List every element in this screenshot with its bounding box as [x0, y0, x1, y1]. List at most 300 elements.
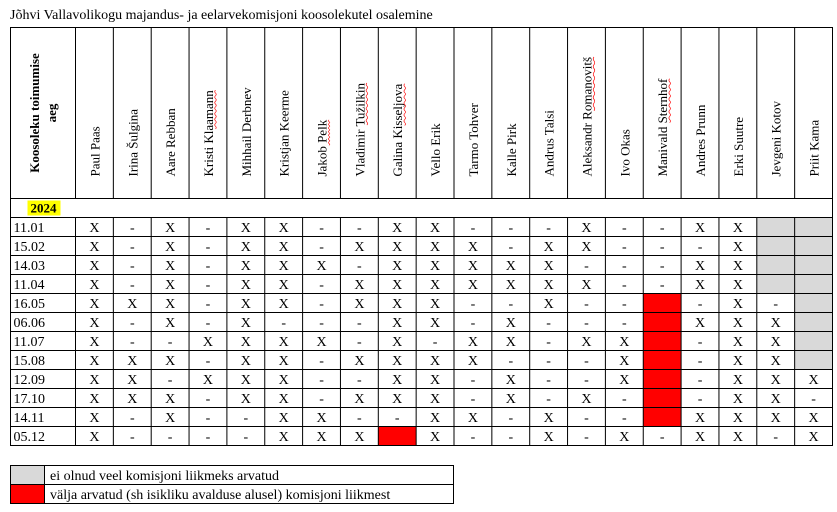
cell-attended: X	[543, 430, 554, 445]
cell-absent: -	[243, 430, 249, 445]
member-name: Kristi Klaamann	[200, 90, 216, 177]
cell-attended: X	[278, 278, 289, 293]
cell-absent: -	[697, 240, 703, 255]
cell-not-yet-member	[757, 237, 795, 256]
cell-attended: X	[240, 335, 251, 350]
cell-attended: X	[543, 278, 554, 293]
cell-attended: X	[392, 354, 403, 369]
cell-attended: X	[165, 259, 176, 274]
cell-attended: X	[543, 259, 554, 274]
cell-attended: X	[619, 430, 630, 445]
cell-attended: X	[430, 411, 441, 426]
member-name: Andres Prunn	[693, 104, 709, 177]
cell-absent: -	[243, 411, 249, 426]
cell-attended: X	[240, 240, 251, 255]
cell-attended: X	[467, 411, 478, 426]
cell-attended: X	[505, 392, 516, 407]
cell-attended: X	[354, 430, 365, 445]
cell-attended: X	[392, 221, 403, 236]
cell-attended: X	[467, 278, 478, 293]
member-name: Galina Kisseljova	[390, 83, 406, 177]
cell-absent: -	[546, 335, 551, 350]
cell-attended: X	[278, 297, 289, 312]
cell-attended: X	[694, 278, 706, 293]
cell-absent: -	[546, 373, 551, 388]
cell-absent: -	[129, 221, 135, 236]
cell-attended: X	[808, 430, 819, 445]
cell-attended: X	[694, 316, 706, 331]
cell-removed-member	[643, 351, 681, 370]
row-date: 06.06	[13, 316, 45, 331]
member-name: Erki Suutre	[730, 116, 746, 177]
cell-absent: -	[281, 316, 287, 331]
cell-absent: -	[697, 354, 703, 369]
cell-attended: X	[581, 335, 592, 350]
cell-attended: X	[165, 354, 176, 369]
member-header	[466, 102, 481, 176]
cell-attended: X	[202, 335, 214, 350]
cell-absent: -	[621, 221, 627, 236]
member-header	[87, 126, 102, 176]
cell-attended: X	[505, 278, 516, 293]
member-header	[579, 57, 594, 177]
row-date: 14.11	[13, 411, 45, 426]
cell-attended: X	[770, 411, 781, 426]
date-column-header: Koosoleku toimumise aeg	[27, 53, 59, 173]
row-date: 11.04	[13, 278, 45, 293]
cell-absent: -	[470, 297, 476, 312]
member-name: Jevgeni Kotov	[768, 101, 784, 177]
cell-absent: -	[659, 430, 665, 445]
cell-attended: X	[732, 373, 743, 388]
cell-attended: X	[467, 354, 478, 369]
cell-attended: X	[202, 373, 214, 388]
cell-absent: -	[205, 297, 211, 312]
cell-attended: X	[165, 297, 176, 312]
cell-absent: -	[773, 297, 779, 312]
cell-attended: X	[240, 373, 251, 388]
legend-swatch-gray	[11, 466, 45, 485]
cell-absent: -	[621, 392, 627, 407]
member-header	[277, 90, 292, 177]
cell-absent: -	[659, 221, 665, 236]
cell-absent: -	[205, 221, 211, 236]
row-date: 16.05	[13, 297, 45, 312]
cell-attended: X	[732, 240, 743, 255]
cell-absent: -	[205, 354, 211, 369]
cell-attended: X	[278, 392, 289, 407]
cell-attended: X	[430, 259, 441, 274]
cell-attended: X	[89, 259, 100, 274]
cell-removed-member	[643, 408, 681, 427]
cell-attended: X	[732, 430, 743, 445]
cell-absent: -	[621, 240, 627, 255]
cell-absent: -	[205, 259, 211, 274]
cell-attended: X	[505, 373, 516, 388]
cell-attended: X	[694, 259, 706, 274]
cell-absent: -	[129, 259, 135, 274]
cell-attended: X	[732, 354, 743, 369]
cell-attended: X	[316, 259, 327, 274]
cell-absent: -	[621, 259, 627, 274]
year-label: 2024	[30, 200, 57, 216]
cell-attended: X	[430, 278, 441, 293]
cell-attended: X	[392, 392, 403, 407]
member-header	[352, 82, 367, 176]
cell-absent: -	[319, 392, 324, 407]
member-name: Paul Paas	[87, 126, 103, 177]
cell-absent: -	[319, 297, 324, 312]
cell-absent: -	[584, 316, 589, 331]
cell-attended: X	[278, 354, 289, 369]
member-header	[201, 90, 216, 177]
cell-attended: X	[430, 430, 441, 445]
cell-absent: -	[357, 411, 362, 426]
member-name: Priit Kama	[806, 119, 822, 177]
cell-removed-member	[643, 313, 681, 332]
cell-attended: X	[770, 316, 781, 331]
member-header	[731, 117, 746, 177]
cell-absent: -	[129, 240, 135, 255]
cell-absent: -	[167, 373, 173, 388]
member-name: Vladimir Tužilkin	[352, 82, 368, 177]
cell-attended: X	[392, 297, 403, 312]
cell-attended: X	[240, 354, 251, 369]
cell-attended: X	[89, 297, 100, 312]
cell-absent: -	[470, 373, 476, 388]
cell-attended: X	[392, 335, 403, 350]
member-header	[769, 101, 784, 177]
cell-attended: X	[165, 240, 176, 255]
cell-attended: X	[732, 392, 743, 407]
cell-attended: X	[165, 221, 176, 236]
cell-absent: -	[546, 316, 551, 331]
cell-not-yet-member	[795, 313, 833, 332]
cell-attended: X	[89, 316, 100, 331]
cell-attended: X	[732, 411, 743, 426]
member-name: Kalle Pirk	[503, 123, 519, 177]
cell-attended: X	[240, 259, 251, 274]
cell-absent: -	[508, 430, 514, 445]
cell-attended: X	[278, 259, 289, 274]
cell-removed-member	[643, 294, 681, 313]
cell-not-yet-member	[795, 275, 833, 294]
cell-attended: X	[430, 373, 441, 388]
cell-absent: -	[205, 278, 211, 293]
cell-attended: X	[316, 430, 327, 445]
attendance-table	[10, 27, 834, 447]
cell-absent: -	[470, 221, 476, 236]
cell-attended: X	[732, 221, 743, 236]
cell-absent: -	[394, 411, 400, 426]
cell-absent: -	[811, 392, 816, 407]
cell-absent: -	[470, 392, 476, 407]
cell-absent: -	[659, 240, 665, 255]
cell-absent: -	[357, 373, 362, 388]
member-header	[428, 123, 443, 177]
cell-absent: -	[129, 430, 135, 445]
cell-attended: X	[505, 259, 516, 274]
member-header	[693, 104, 708, 176]
cell-attended: X	[770, 392, 781, 407]
cell-attended: X	[430, 392, 441, 407]
cell-attended: X	[467, 259, 478, 274]
member-header	[617, 129, 632, 176]
cell-absent: -	[584, 411, 589, 426]
cell-attended: X	[430, 316, 441, 331]
cell-attended: X	[732, 278, 743, 293]
cell-attended: X	[732, 316, 743, 331]
cell-attended: X	[165, 278, 176, 293]
cell-absent: -	[357, 335, 362, 350]
cell-attended: X	[240, 392, 251, 407]
member-header	[163, 108, 178, 177]
cell-absent: -	[508, 411, 514, 426]
cell-absent: -	[129, 335, 135, 350]
cell-attended: X	[581, 392, 592, 407]
cell-attended: X	[732, 297, 743, 312]
cell-attended: X	[392, 316, 403, 331]
cell-absent: -	[205, 392, 211, 407]
cell-attended: X	[543, 297, 554, 312]
legend-swatch-red	[11, 485, 45, 504]
member-name: Aare Rebban	[163, 108, 179, 177]
cell-absent: -	[508, 354, 514, 369]
cell-attended: X	[392, 373, 403, 388]
cell-attended: X	[770, 373, 781, 388]
cell-absent: -	[621, 316, 627, 331]
row-date: 15.08	[13, 354, 45, 369]
member-name: Ivo Okas	[617, 129, 633, 177]
cell-attended: X	[354, 354, 365, 369]
cell-attended: X	[619, 335, 630, 350]
cell-attended: X	[770, 354, 781, 369]
cell-absent: -	[357, 259, 362, 274]
cell-attended: X	[770, 335, 781, 350]
cell-attended: X	[278, 335, 289, 350]
cell-absent: -	[584, 297, 589, 312]
cell-attended: X	[694, 430, 706, 445]
legend-label: ei olnud veel komisjoni liikmeks arvatud	[50, 469, 280, 484]
cell-attended: X	[316, 411, 327, 426]
cell-absent: -	[357, 221, 362, 236]
member-name: Irina Šulgina	[125, 108, 141, 177]
cell-absent: -	[584, 430, 589, 445]
cell-attended: X	[89, 411, 100, 426]
row-date: 15.02	[13, 240, 45, 255]
member-name: Tarmo Tohver	[465, 103, 481, 177]
member-header	[239, 87, 254, 177]
cell-absent: -	[584, 259, 589, 274]
cell-absent: -	[319, 221, 324, 236]
cell-not-yet-member	[757, 275, 795, 294]
cell-absent: -	[205, 240, 211, 255]
cell-attended: X	[89, 373, 100, 388]
cell-absent: -	[659, 259, 665, 274]
cell-absent: -	[546, 392, 551, 407]
cell-attended: X	[278, 411, 289, 426]
cell-absent: -	[129, 316, 135, 331]
cell-removed-member	[643, 332, 681, 351]
member-header	[655, 78, 670, 177]
cell-attended: X	[278, 240, 289, 255]
cell-absent: -	[508, 297, 514, 312]
cell-absent: -	[205, 411, 211, 426]
cell-attended: X	[581, 278, 592, 293]
cell-attended: X	[127, 373, 138, 388]
cell-absent: -	[697, 373, 703, 388]
cell-attended: X	[127, 354, 138, 369]
cell-absent: -	[584, 354, 589, 369]
legend	[10, 465, 460, 507]
cell-absent: -	[167, 430, 173, 445]
cell-absent: -	[319, 354, 324, 369]
cell-not-yet-member	[795, 218, 833, 237]
cell-absent: -	[319, 240, 324, 255]
cell-absent: -	[357, 316, 362, 331]
cell-not-yet-member	[795, 294, 833, 313]
member-header	[315, 119, 330, 176]
row-date: 05.12	[13, 430, 45, 445]
page-title: Jõhvi Vallavolikogu majandus- ja eelarvekomisjoni koosolekutel osalemine	[10, 8, 433, 23]
cell-absent: -	[508, 221, 514, 236]
member-name: Andrus Talsi	[541, 110, 557, 177]
member-header	[390, 83, 405, 176]
member-name: Jakob Pelk	[314, 119, 330, 177]
cell-attended: X	[240, 316, 251, 331]
cell-attended: X	[354, 392, 365, 407]
cell-attended: X	[89, 335, 100, 350]
cell-attended: X	[165, 411, 176, 426]
cell-attended: X	[732, 335, 743, 350]
cell-attended: X	[165, 316, 176, 331]
cell-attended: X	[430, 354, 441, 369]
row-date: 11.01	[13, 221, 45, 236]
cell-absent: -	[697, 392, 703, 407]
cell-attended: X	[316, 335, 327, 350]
row-date: 12.09	[13, 373, 45, 388]
cell-attended: X	[127, 297, 138, 312]
cell-absent: -	[773, 430, 779, 445]
cell-attended: X	[505, 316, 516, 331]
cell-attended: X	[354, 278, 365, 293]
row-date: 14.03	[13, 259, 45, 274]
cell-attended: X	[694, 221, 706, 236]
cell-attended: X	[581, 221, 592, 236]
cell-attended: X	[392, 259, 403, 274]
cell-attended: X	[430, 221, 441, 236]
cell-absent: -	[659, 278, 665, 293]
cell-attended: X	[278, 430, 289, 445]
cell-attended: X	[581, 240, 592, 255]
cell-absent: -	[470, 430, 476, 445]
cell-absent: -	[470, 316, 476, 331]
cell-removed-member	[643, 389, 681, 408]
cell-not-yet-member	[795, 332, 833, 351]
member-header	[542, 110, 557, 177]
cell-absent: -	[621, 297, 627, 312]
cell-attended: X	[808, 411, 819, 426]
cell-attended: X	[392, 278, 403, 293]
cell-attended: X	[354, 240, 365, 255]
cell-absent: -	[319, 373, 324, 388]
cell-attended: X	[165, 392, 176, 407]
cell-attended: X	[89, 221, 100, 236]
member-name: Aleksandr Romanovitš	[579, 56, 595, 177]
cell-not-yet-member	[757, 256, 795, 275]
cell-attended: X	[619, 354, 630, 369]
cell-attended: X	[240, 278, 251, 293]
member-name: Mihhail Derbnev	[238, 87, 254, 177]
cell-absent: -	[205, 430, 211, 445]
cell-not-yet-member	[795, 256, 833, 275]
cell-absent: -	[546, 354, 551, 369]
cell-absent: -	[621, 278, 627, 293]
cell-absent: -	[508, 240, 514, 255]
member-name: Manivald Sternhof	[655, 78, 671, 177]
cell-attended: X	[278, 221, 289, 236]
member-header	[504, 123, 519, 177]
cell-attended: X	[694, 411, 706, 426]
cell-attended: X	[89, 392, 100, 407]
cell-attended: X	[467, 240, 478, 255]
row-date: 11.07	[13, 335, 45, 350]
cell-absent: -	[129, 411, 135, 426]
cell-attended: X	[619, 373, 630, 388]
cell-attended: X	[467, 335, 478, 350]
legend-label: välja arvatud (sh isikliku avalduse alusel) komisjoni liikmest	[50, 488, 391, 503]
cell-absent: -	[621, 411, 627, 426]
cell-absent: -	[205, 316, 211, 331]
cell-attended: X	[240, 297, 251, 312]
cell-not-yet-member	[795, 351, 833, 370]
cell-attended: X	[89, 430, 100, 445]
cell-attended: X	[89, 240, 100, 255]
member-header	[125, 109, 140, 177]
cell-absent: -	[129, 278, 135, 293]
cell-absent: -	[319, 316, 324, 331]
cell-not-yet-member	[757, 218, 795, 237]
cell-attended: X	[430, 240, 441, 255]
cell-absent: -	[432, 335, 438, 350]
cell-absent: -	[697, 297, 703, 312]
cell-attended: X	[127, 392, 138, 407]
cell-attended: X	[89, 278, 100, 293]
cell-absent: -	[697, 335, 703, 350]
cell-removed-member	[643, 370, 681, 389]
cell-attended: X	[543, 240, 554, 255]
cell-attended: X	[732, 259, 743, 274]
cell-attended: X	[89, 354, 100, 369]
cell-attended: X	[808, 373, 819, 388]
cell-attended: X	[430, 297, 441, 312]
cell-attended: X	[278, 373, 289, 388]
cell-absent: -	[167, 335, 173, 350]
cell-removed-member	[378, 427, 416, 446]
cell-attended: X	[543, 411, 554, 426]
cell-attended: X	[505, 335, 516, 350]
cell-absent: -	[319, 278, 324, 293]
member-header	[807, 120, 822, 177]
cell-attended: X	[240, 221, 251, 236]
row-date: 17.10	[13, 392, 45, 407]
cell-absent: -	[584, 373, 589, 388]
member-name: Kristjan Keerme	[276, 90, 292, 177]
cell-not-yet-member	[795, 237, 833, 256]
cell-attended: X	[392, 240, 403, 255]
cell-absent: -	[546, 221, 551, 236]
cell-attended: X	[354, 297, 365, 312]
